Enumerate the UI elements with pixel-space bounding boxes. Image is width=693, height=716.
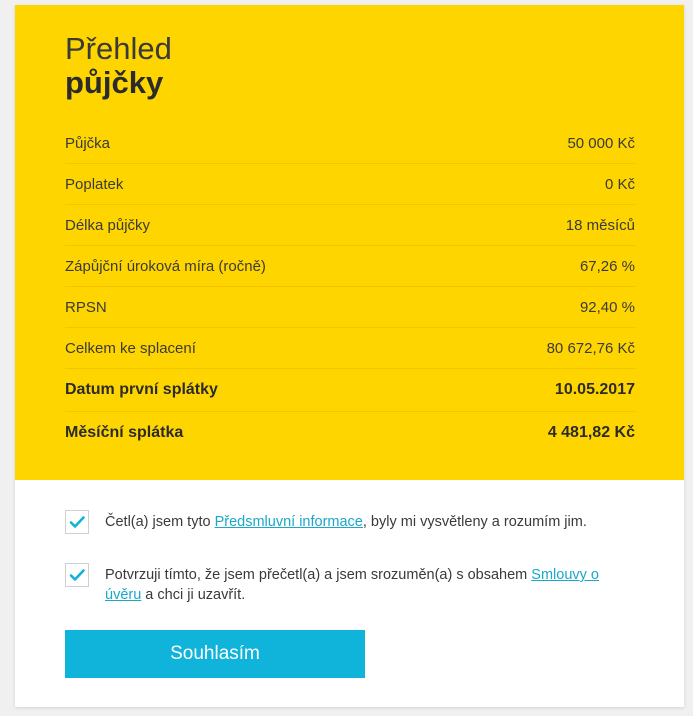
- agreement-text-after: , byly mi vysvětleny a rozumím jim.: [362, 514, 587, 530]
- summary-row-duration: [65, 205, 635, 246]
- loan-overview-card: [15, 5, 684, 707]
- row-label: Celkem ke splacení: [65, 339, 196, 357]
- title-line-2: půjčky: [65, 65, 164, 100]
- row-value: 67,26 %: [579, 257, 635, 275]
- precontract-info-checkbox[interactable]: [65, 510, 89, 534]
- row-label: RPSN: [65, 298, 107, 316]
- row-value: 4 481,82 Kč: [547, 424, 635, 441]
- row-label: Délka půjčky: [65, 216, 151, 234]
- precontract-info-link[interactable]: Předsmluvní informace: [214, 514, 363, 530]
- row-label: Zápůjční úroková míra (ročně): [65, 257, 266, 275]
- checkmark-icon: [68, 513, 86, 531]
- summary-row-fee: [65, 164, 635, 205]
- loan-summary-panel: [15, 5, 684, 480]
- row-label: Půjčka: [65, 134, 111, 152]
- summary-row-monthly-payment: [65, 412, 635, 454]
- agreement-loan-contract: [65, 565, 635, 605]
- loan-contract-checkbox[interactable]: [65, 563, 89, 587]
- row-label: Měsíční splátka: [65, 424, 184, 441]
- row-value: 18 měsíců: [565, 216, 635, 234]
- title-line-1: Přehled: [65, 31, 172, 66]
- page-title: [65, 32, 172, 100]
- row-label: Poplatek: [65, 175, 124, 193]
- loan-contract-link[interactable]: Smlouvy o úvěru: [105, 567, 599, 603]
- agreement-text: [105, 512, 635, 532]
- agreement-precontract-info: [65, 512, 635, 534]
- summary-row-total-repayment: [65, 328, 635, 369]
- agreement-text-after: a chci ji uzavřít.: [141, 587, 246, 603]
- row-value: 50 000 Kč: [567, 134, 635, 152]
- summary-row-interest-rate: [65, 246, 635, 287]
- agreement-text-before: Četl(a) jsem tyto: [105, 514, 215, 530]
- summary-row-rpsn: [65, 287, 635, 328]
- agreement-text-before: Potvrzuji tímto, že jsem přečetl(a) a jsem srozuměn(a) s obsahem: [105, 567, 532, 583]
- checkmark-icon: [68, 566, 86, 584]
- loan-summary-table: [65, 123, 635, 454]
- row-value: 80 672,76 Kč: [546, 339, 635, 357]
- summary-row-loan: [65, 123, 635, 164]
- row-value: 0 Kč: [604, 175, 635, 193]
- row-value: 10.05.2017: [554, 381, 635, 398]
- agree-submit-button[interactable]: Souhlasím: [65, 630, 365, 678]
- row-value: 92,40 %: [579, 298, 635, 316]
- row-label: Datum první splátky: [65, 381, 218, 398]
- agreement-text: [105, 565, 635, 605]
- summary-row-first-payment-date: [65, 369, 635, 412]
